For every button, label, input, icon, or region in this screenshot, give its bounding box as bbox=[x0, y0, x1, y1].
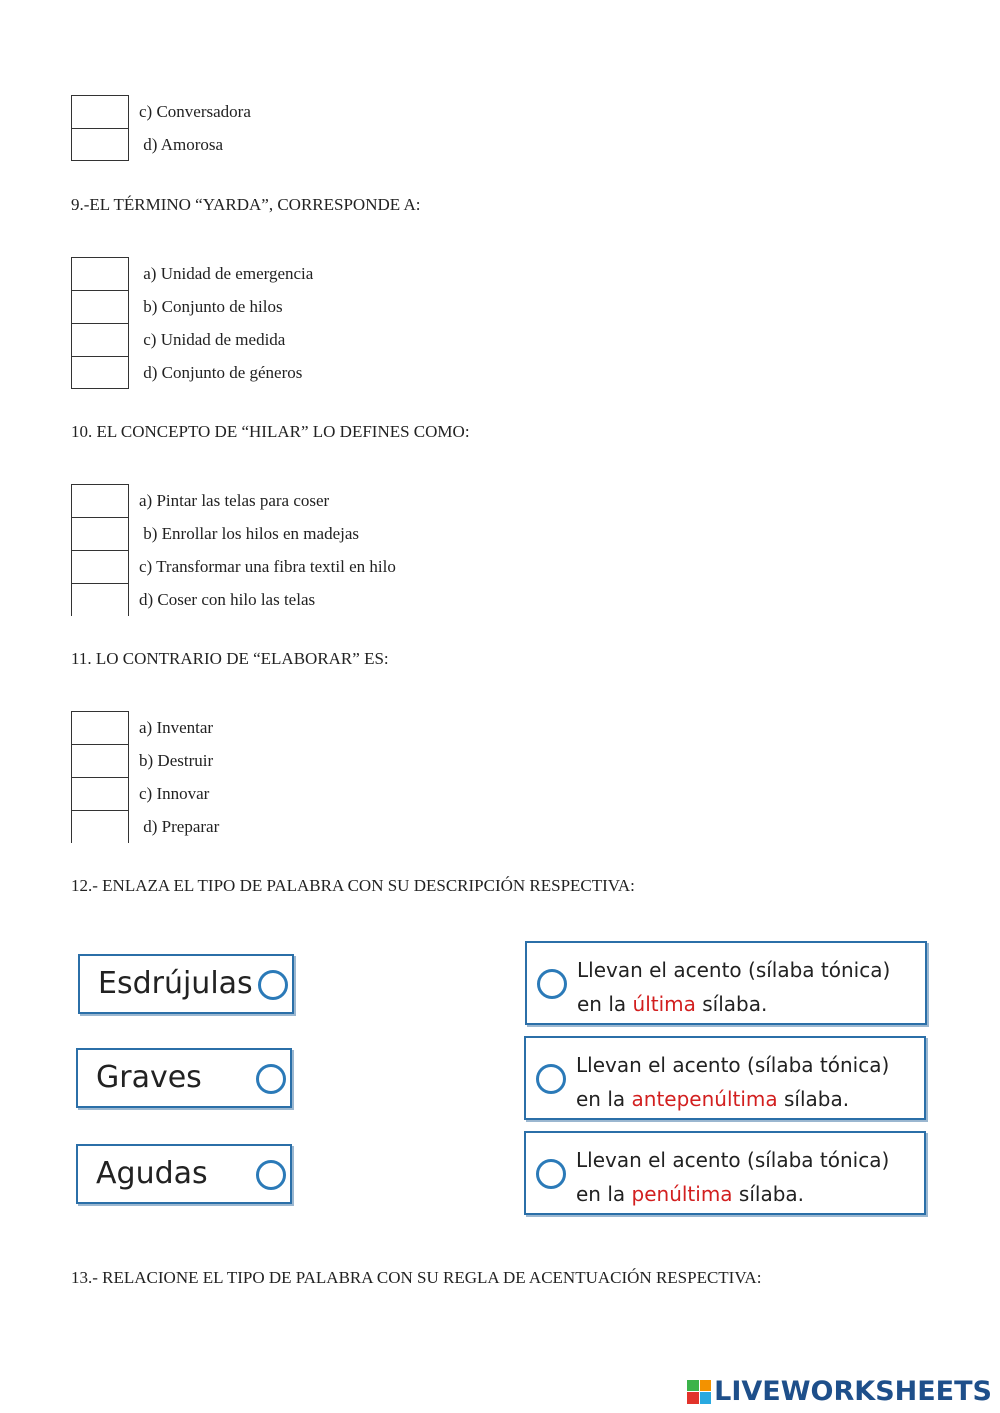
answer-box[interactable] bbox=[71, 583, 129, 616]
word-card-esdrujulas bbox=[78, 954, 294, 1014]
word-label: Esdrújulas bbox=[98, 966, 253, 1001]
answer-box[interactable] bbox=[71, 744, 129, 777]
q9-title: 9.-EL TÉRMINO “YARDA”, CORRESPONDE A: bbox=[71, 195, 421, 214]
option-label: b) Conjunto de hilos bbox=[139, 297, 283, 316]
option-label: c) Conversadora bbox=[139, 102, 251, 121]
word-card-graves bbox=[76, 1048, 292, 1108]
match-circle-icon[interactable] bbox=[258, 970, 288, 1000]
word-card-agudas bbox=[76, 1144, 292, 1204]
description-text: Llevan el acento (sílaba tónica) en la antepenúltima sílaba. bbox=[576, 1053, 890, 1111]
match-circle-icon[interactable] bbox=[537, 969, 567, 999]
option-label: d) Amorosa bbox=[139, 135, 224, 154]
liveworksheets-logo bbox=[687, 1376, 992, 1407]
option-label: b) Enrollar los hilos en madejas bbox=[139, 524, 360, 543]
option-label: b) Destruir bbox=[139, 751, 214, 770]
q13-title: 13.- RELACIONE EL TIPO DE PALABRA CON SU REGLA DE ACENTUACIÓN RESPECTIVA: bbox=[71, 1268, 762, 1287]
description-text: Llevan el acento (sílaba tónica) en la última sílaba. bbox=[577, 958, 891, 1016]
match-circle-icon[interactable] bbox=[536, 1159, 566, 1189]
description-card-2 bbox=[524, 1036, 926, 1120]
option-label: d) Conjunto de géneros bbox=[139, 363, 303, 382]
option-label: a) Inventar bbox=[139, 718, 214, 737]
q12-title: 12.- ENLAZA EL TIPO DE PALABRA CON SU DESCRIPCIÓN RESPECTIVA: bbox=[71, 876, 635, 895]
answer-box[interactable] bbox=[71, 777, 129, 810]
answer-box[interactable] bbox=[71, 484, 129, 517]
answer-box[interactable] bbox=[71, 517, 129, 550]
option-label: c) Transformar una fibra textil en hilo bbox=[139, 557, 396, 576]
q10-title: 10. EL CONCEPTO DE “HILAR” LO DEFINES COMO: bbox=[71, 422, 470, 441]
option-label: c) Innovar bbox=[139, 784, 210, 803]
liveworksheets-logo-icon bbox=[687, 1380, 711, 1404]
answer-box[interactable] bbox=[71, 550, 129, 583]
option-label: d) Preparar bbox=[139, 817, 220, 836]
description-card-3 bbox=[524, 1131, 926, 1215]
option-label: a) Unidad de emergencia bbox=[139, 264, 314, 283]
word-label: Graves bbox=[96, 1060, 202, 1095]
answer-box[interactable] bbox=[71, 290, 129, 323]
q11-title: 11. LO CONTRARIO DE “ELABORAR” ES: bbox=[71, 649, 389, 668]
match-circle-icon[interactable] bbox=[256, 1160, 286, 1190]
answer-box[interactable] bbox=[71, 128, 129, 161]
description-card-1 bbox=[525, 941, 927, 1025]
option-label: c) Unidad de medida bbox=[139, 330, 286, 349]
answer-box[interactable] bbox=[71, 356, 129, 389]
answer-box[interactable] bbox=[71, 711, 129, 744]
match-circle-icon[interactable] bbox=[256, 1064, 286, 1094]
brand-name: LIVEWORKSHEETS bbox=[714, 1376, 992, 1407]
answer-box[interactable] bbox=[71, 95, 129, 128]
match-circle-icon[interactable] bbox=[536, 1064, 566, 1094]
answer-box[interactable] bbox=[71, 323, 129, 356]
option-label: a) Pintar las telas para coser bbox=[139, 491, 330, 510]
answer-box[interactable] bbox=[71, 810, 129, 843]
answer-box[interactable] bbox=[71, 257, 129, 290]
option-label: d) Coser con hilo las telas bbox=[139, 590, 316, 609]
word-label: Agudas bbox=[96, 1156, 208, 1191]
description-text: Llevan el acento (sílaba tónica) en la penúltima sílaba. bbox=[576, 1148, 890, 1206]
